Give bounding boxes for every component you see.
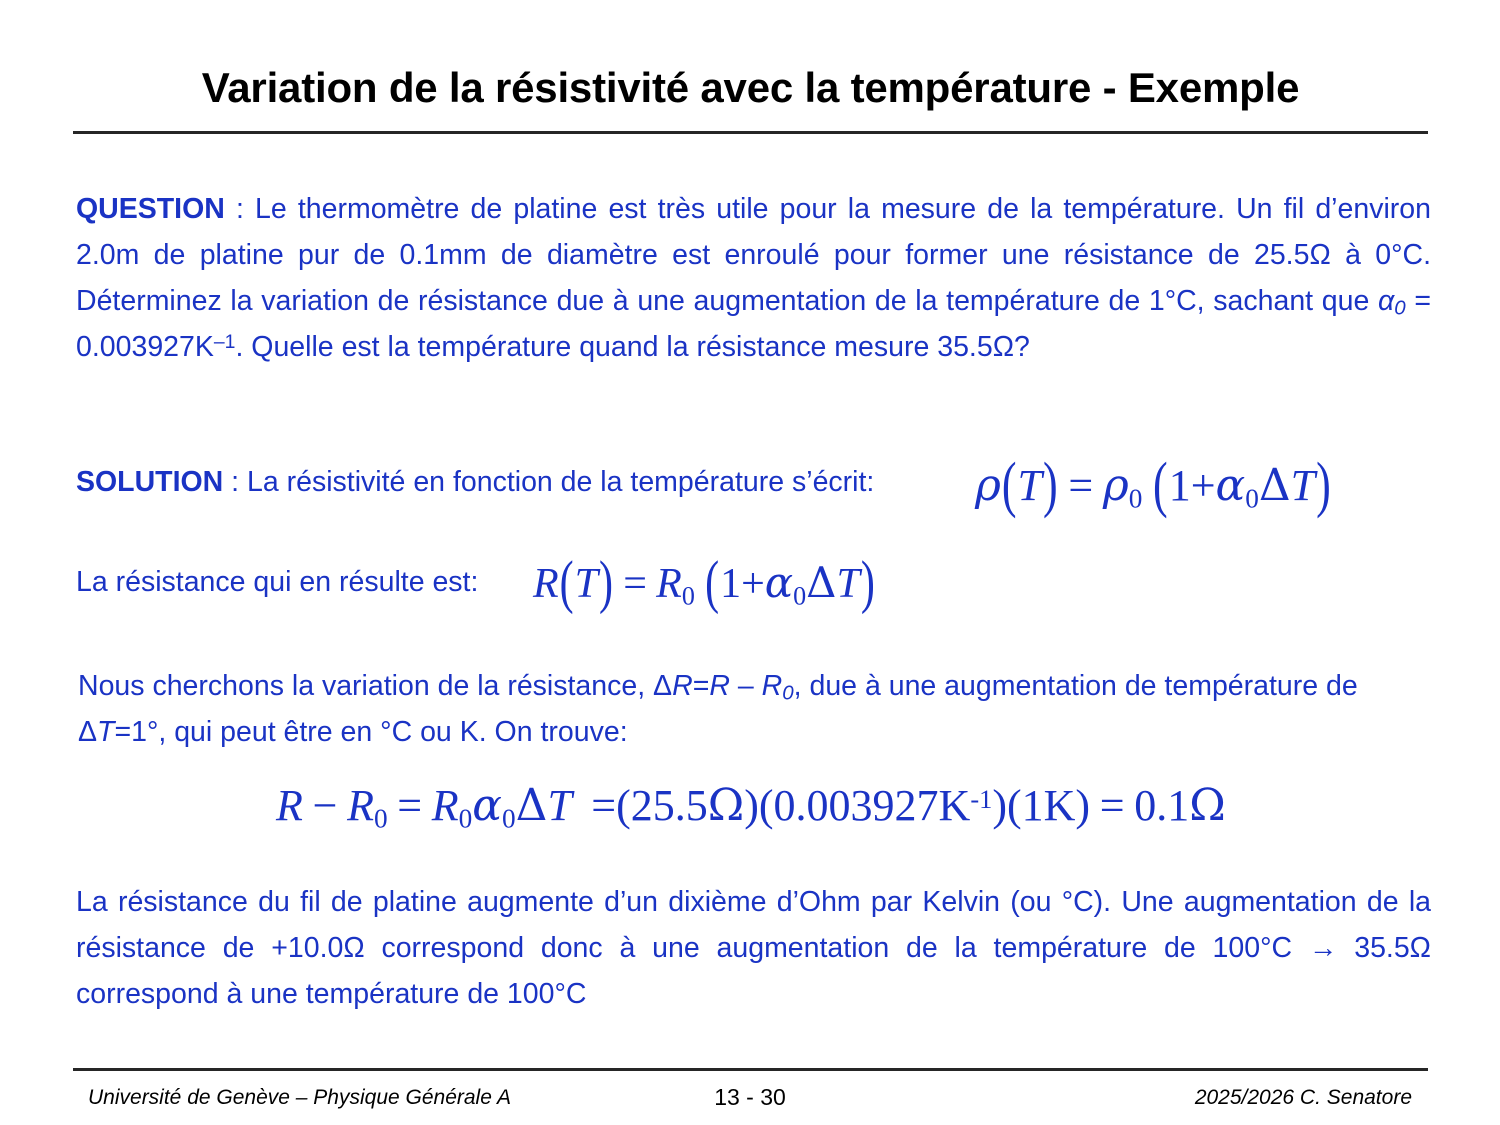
question-paragraph (76, 186, 1431, 370)
main-alpha: α (472, 780, 503, 831)
footer-course-label: Université de Genève – Physique Générale A (88, 1086, 511, 1109)
resistance-intro-text: La résistance qui en résulte est: (76, 566, 479, 598)
alpha-subscript-eq: 0 (1245, 483, 1259, 514)
solution-separator: : (223, 466, 248, 498)
page-title: Variation de la résistivité avec la température - Exemple (201, 64, 1300, 111)
plus-sign-R: + (741, 561, 765, 607)
main-value-resistance: 25.5 (630, 781, 708, 830)
equation-resistivity: $\rho(T) = \rho_0$ $(1+\alpha_0\Delta T)$ (975, 449, 1331, 519)
plus-sign: + (1190, 461, 1216, 510)
search-var-R3-subscript: 0 (782, 681, 794, 705)
alpha-symbol-eq: α (1215, 460, 1246, 511)
main-ohm-1: Ω (707, 780, 745, 831)
equation-main-calculation: $R - R_0 = R_0\alpha_0\Delta T =(25.5\Omega)(0.003927K^{-1})(1K) = 0.1\Omega$ (276, 780, 1226, 834)
main-equals-2: = (591, 781, 617, 830)
search-var-R2: R (709, 670, 730, 702)
delta-temperature-var-R: T (836, 561, 860, 607)
main-delta: Δ (515, 780, 548, 831)
conclusion-paragraph (76, 879, 1431, 1017)
main-equals-1: = (397, 781, 423, 830)
delta-symbol-R: Δ (806, 558, 837, 607)
rho-symbol: ρ (975, 460, 1001, 511)
one-term-R: 1 (720, 561, 742, 607)
main-result-ohm: Ω (1189, 780, 1226, 831)
equals-sign-R: = (623, 561, 647, 607)
alpha-symbol: α (1378, 285, 1395, 317)
footer-page-number: 13 - 30 (714, 1084, 786, 1110)
conclusion-text: La résistance du fil de platine augmente d’un dixième d’Ohm par Kelvin (ou °C). Une augmentation de la résistance de +10.0Ω correspond donc à une augmentation de la température de 100°C → 35.5Ω correspond à une température de 100°C (76, 886, 1431, 1010)
search-var-T: T (97, 716, 115, 748)
equals-sign: = (1068, 461, 1094, 510)
search-paragraph (78, 663, 1431, 755)
main-alpha-subscript: 0 (502, 803, 516, 834)
search-part1: Nous cherchons la variation de la résistance, Δ (78, 670, 673, 702)
one-term: 1 (1168, 461, 1191, 510)
delta-temperature-var: T (1290, 461, 1316, 510)
solution-label: SOLUTION (76, 466, 224, 498)
main-kelvin-2: K (1043, 781, 1076, 830)
R-zero-subscript: 0 (681, 581, 695, 611)
footer-divider (73, 1068, 1428, 1071)
rho-zero-subscript: 0 (1128, 483, 1143, 514)
search-var-R1: R (672, 670, 693, 702)
main-value-dT: 1 (1021, 781, 1044, 830)
main-R0-rhs-subscript: 0 (458, 803, 473, 834)
main-equals-3: = (1099, 781, 1125, 830)
main-R: R (276, 781, 303, 830)
temperature-arg-R: T (574, 561, 599, 607)
solution-paragraph (76, 462, 976, 502)
equation-resistance: $R(T) = R_0$ $(1+\alpha_0\Delta T)$ (533, 550, 875, 616)
question-text-tail: . Quelle est la température quand la résistance mesure 35.5Ω? (235, 331, 1030, 363)
alpha-symbol-R: α (764, 558, 794, 607)
main-result: 0.1 (1134, 781, 1190, 830)
main-T: T (547, 781, 572, 830)
main-value-alpha: 0.003927 (773, 781, 939, 830)
main-R0-subscript: 0 (373, 803, 388, 834)
question-text-after-alpha: = 0.003927K (76, 285, 1432, 363)
resistance-intro-paragraph (76, 562, 536, 602)
alpha-subscript: 0 (1394, 296, 1406, 320)
search-var-R3: R (761, 670, 783, 702)
footer-author-label: 2025/2026 C. Senatore (1194, 1086, 1412, 1109)
question-label: QUESTION (76, 193, 225, 225)
alpha-subscript-R: 0 (793, 581, 807, 611)
main-R0: R (347, 781, 374, 830)
question-text: Le thermomètre de platine est très utile pour la mesure de la température. Un fil d’environ 2.0m de platine pur de 0.1mm de diamètre est enroulé pour former une résistance de 25.5Ω à 0°C. Déterminez la variation de résistance due à une augmentation de la température de 1°C, sachant que (76, 193, 1431, 317)
solution-text: La résistivité en fonction de la température s’écrit: (247, 466, 875, 498)
main-R0-rhs: R (431, 781, 459, 830)
search-part4: , due à une augmentation de température de Δ (78, 670, 1358, 748)
main-kelvin-1: K (938, 781, 971, 830)
search-part5: =1°, qui peut être en °C ou K. On trouve: (114, 716, 628, 748)
R-symbol: R (533, 561, 559, 607)
temperature-arg: T (1017, 461, 1043, 510)
R-zero-symbol: R (656, 561, 682, 607)
question-separator: : (224, 193, 256, 225)
search-part2: = (692, 670, 710, 702)
main-alpha-exponent: -1 (970, 784, 993, 815)
rho-zero-symbol: ρ (1102, 460, 1129, 511)
kelvin-exponent: –1 (213, 330, 236, 353)
delta-symbol: Δ (1258, 460, 1291, 511)
main-minus: − (312, 781, 338, 830)
title-divider (73, 131, 1428, 134)
search-part3: – (729, 670, 762, 702)
